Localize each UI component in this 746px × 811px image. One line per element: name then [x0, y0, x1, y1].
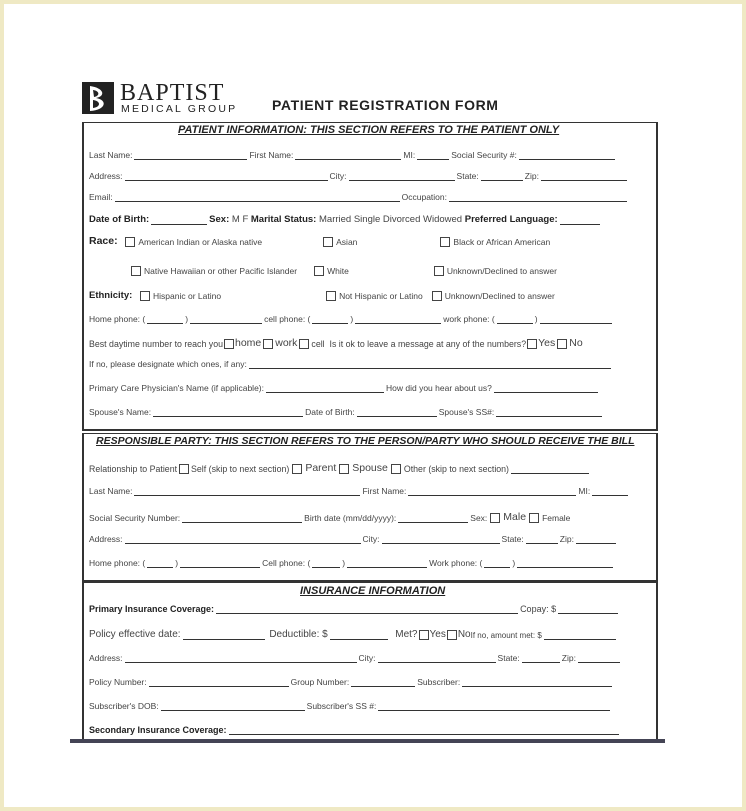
home-phone-field[interactable] [190, 314, 262, 324]
responsible-address-row [89, 534, 618, 544]
cell-label: cell [311, 339, 325, 349]
cell-phone-area-field[interactable] [312, 314, 348, 324]
designate-field[interactable] [249, 359, 611, 369]
paren: ) [512, 558, 516, 568]
yes-label: Yes [538, 337, 556, 349]
city-label: City: [362, 534, 380, 544]
bottom-divider [70, 739, 665, 743]
address-field[interactable] [125, 534, 361, 544]
work-checkbox[interactable] [263, 339, 273, 349]
subscriber-dob-row [89, 701, 612, 711]
copay-label: Copay: $ [520, 604, 557, 614]
spouse-name-label: Spouse's Name: [89, 407, 152, 417]
mi-field[interactable] [417, 150, 449, 160]
leave-message-label: Is it ok to leave a message at any of the numbers? [329, 339, 527, 349]
home-phone-label: Home phone: ( [89, 314, 146, 324]
spouse-ss-field[interactable] [496, 407, 602, 417]
paren: ) [534, 314, 538, 324]
city-field[interactable] [382, 534, 500, 544]
policy-effective-row [89, 629, 618, 640]
self-checkbox[interactable] [179, 464, 189, 474]
male-checkbox[interactable] [490, 513, 500, 523]
primary-insurance-label: Primary Insurance Coverage: [89, 604, 215, 614]
deductible-label: Deductible: $ [269, 629, 328, 640]
policy-number-field[interactable] [149, 677, 289, 687]
state-label: State: [456, 171, 479, 181]
race-row-2 [128, 266, 557, 276]
pcp-field[interactable] [266, 383, 384, 393]
home-label: home [234, 337, 262, 349]
subscriber-dob-label: Subscriber's DOB: [89, 701, 159, 711]
marital-label: Marital Status: [250, 214, 317, 225]
work-phone-field[interactable] [517, 558, 613, 568]
leave-message-yes-checkbox[interactable] [527, 339, 537, 349]
race-option-label: White [327, 266, 349, 276]
race-label: Race: [89, 235, 118, 247]
address-label: Address: [89, 534, 123, 544]
language-label: Preferred Language: [464, 214, 558, 225]
email-field[interactable] [115, 192, 400, 202]
sex-label: Sex: [470, 513, 488, 523]
zip-field[interactable] [541, 171, 627, 181]
best-time-label: Best daytime number to reach you [89, 339, 223, 349]
patient-section-heading: PATIENT INFORMATION: THIS SECTION REFERS TO THE PATIENT ONLY [178, 124, 560, 136]
patient-name-row [89, 150, 617, 160]
secondary-insurance-row [89, 725, 621, 735]
pcp-label: Primary Care Physician's Name (if applicable): [89, 383, 264, 393]
secondary-insurance-field[interactable] [229, 725, 619, 735]
ethnicity-checkbox-unknown[interactable] [432, 291, 442, 301]
city-label: City: [329, 171, 347, 181]
spouse-dob-field[interactable] [357, 407, 437, 417]
home-phone-area-field[interactable] [147, 558, 173, 568]
address-field[interactable] [125, 653, 357, 663]
policy-effective-label: Policy effective date: [89, 629, 181, 640]
cell-checkbox[interactable] [299, 339, 309, 349]
work-label: work [275, 337, 298, 349]
yes-label: Yes [429, 629, 446, 640]
work-phone-label: Work phone: ( [429, 558, 483, 568]
state-label: State: [501, 534, 524, 544]
responsible-name-row [89, 486, 630, 496]
last-name-label: Last Name: [89, 486, 133, 496]
ssn-label: Social Security Number: [89, 513, 181, 523]
mi-field[interactable] [592, 486, 628, 496]
ssn-field[interactable] [182, 513, 302, 523]
language-field[interactable] [560, 215, 600, 225]
amount-met-label: If no, amount met: $ [470, 631, 542, 640]
female-checkbox[interactable] [529, 513, 539, 523]
brand-subtitle: MEDICAL GROUP [121, 103, 238, 115]
cell-phone-field[interactable] [347, 558, 427, 568]
address-field[interactable] [125, 171, 328, 181]
policy-number-row [89, 677, 614, 687]
first-name-label: First Name: [362, 486, 407, 496]
home-phone-label: Home phone: ( [89, 558, 146, 568]
cell-phone-label: cell phone: ( [264, 314, 311, 324]
female-label: Female [542, 513, 571, 523]
state-field[interactable] [526, 534, 558, 544]
designate-row [89, 359, 613, 369]
ethnicity-option-label: Unknown/Declined to answer [444, 291, 555, 301]
occupation-field[interactable] [449, 192, 627, 202]
primary-insurance-row [89, 604, 620, 614]
deductible-field[interactable] [330, 630, 388, 640]
spouse-label: Spouse [352, 462, 388, 474]
relationship-row [89, 462, 591, 474]
address-label: Address: [89, 171, 123, 181]
birth-date-label: Birth date (mm/dd/yyyy): [304, 513, 397, 523]
race-checkbox-american-indian[interactable] [125, 237, 135, 247]
work-phone-label: work phone: ( [443, 314, 495, 324]
no-label: No [457, 629, 471, 640]
last-name-label: Last Name: [89, 150, 133, 160]
race-option-label: Unknown/Declined to answer [446, 266, 557, 276]
home-checkbox[interactable] [224, 339, 234, 349]
ethnicity-option-label: Hispanic or Latino [153, 291, 222, 301]
ethnicity-label: Ethnicity: [89, 290, 133, 301]
paren: ) [175, 558, 179, 568]
cell-phone-field[interactable] [355, 314, 441, 324]
birth-date-field[interactable] [398, 513, 468, 523]
met-no-checkbox[interactable] [447, 630, 457, 640]
baptist-logo-icon [82, 82, 114, 114]
other-field[interactable] [511, 464, 589, 474]
designate-label: If no, please designate which ones, if any: [89, 359, 247, 369]
ethnicity-checkbox-not-hispanic[interactable] [326, 291, 336, 301]
insurance-section-heading: INSURANCE INFORMATION [300, 585, 446, 597]
last-name-field[interactable] [134, 150, 247, 160]
paren: ) [185, 314, 189, 324]
zip-label: Zip: [559, 534, 574, 544]
spouse-row [89, 407, 604, 417]
pcp-row [89, 383, 600, 393]
subscriber-ss-field[interactable] [378, 701, 610, 711]
state-label: State: [497, 653, 520, 663]
responsible-ssn-row [89, 511, 570, 523]
group-number-label: Group Number: [290, 677, 350, 687]
first-name-field[interactable] [408, 486, 576, 496]
no-label: No [569, 337, 583, 349]
hear-label: How did you hear about us? [386, 383, 492, 393]
work-phone-field[interactable] [540, 314, 612, 324]
race-checkbox-native-hawaiian[interactable] [131, 266, 141, 276]
spouse-checkbox[interactable] [339, 464, 349, 474]
cell-phone-area-field[interactable] [312, 558, 340, 568]
met-yes-checkbox[interactable] [419, 630, 429, 640]
email-label: Email: [89, 192, 113, 202]
hear-field[interactable] [494, 383, 598, 393]
spouse-name-field[interactable] [153, 407, 303, 417]
ethnicity-checkbox-hispanic[interactable] [140, 291, 150, 301]
group-number-field[interactable] [351, 677, 415, 687]
race-row-1 [89, 235, 550, 247]
home-phone-area-field[interactable] [147, 314, 183, 324]
parent-checkbox[interactable] [292, 464, 302, 474]
race-checkbox-unknown[interactable] [434, 266, 444, 276]
policy-number-label: Policy Number: [89, 677, 147, 687]
last-name-field[interactable] [134, 486, 360, 496]
form-title: PATIENT REGISTRATION FORM [272, 97, 499, 113]
race-option-label: Native Hawaiian or other Pacific Islander [144, 266, 298, 276]
state-field[interactable] [481, 171, 523, 181]
subscriber-label: Subscriber: [417, 677, 461, 687]
dob-field[interactable] [151, 215, 207, 225]
primary-insurance-field[interactable] [216, 604, 518, 614]
sex-label: Sex: [209, 214, 230, 225]
city-label: City: [358, 653, 376, 663]
ssn-label: Social Security #: [451, 150, 517, 160]
race-option-label: American Indian or Alaska native [138, 237, 263, 247]
other-checkbox[interactable] [391, 464, 401, 474]
patient-phone-row [89, 314, 614, 324]
patient-dob-row [89, 214, 602, 225]
subscriber-dob-field[interactable] [161, 701, 305, 711]
amount-met-field[interactable] [544, 630, 616, 640]
zip-field[interactable] [578, 653, 620, 663]
ethnicity-row [89, 290, 555, 301]
responsible-section-heading: RESPONSIBLE PARTY: THIS SECTION REFERS TO THE PERSON/PARTY WHO SHOULD RECEIVE THE BILL [96, 435, 635, 447]
race-option-label: Asian [336, 237, 358, 247]
sex-options[interactable]: M F [231, 214, 249, 225]
work-phone-area-field[interactable] [497, 314, 533, 324]
mi-label: MI: [578, 486, 591, 496]
subscriber-field[interactable] [462, 677, 612, 687]
patient-address-row [89, 171, 629, 181]
race-checkbox-black[interactable] [440, 237, 450, 247]
zip-label: Zip: [561, 653, 576, 663]
best-time-row [89, 337, 583, 349]
parent-label: Parent [305, 462, 337, 474]
spouse-dob-label: Date of Birth: [305, 407, 355, 417]
race-checkbox-asian[interactable] [323, 237, 333, 247]
secondary-insurance-label: Secondary Insurance Coverage: [89, 725, 227, 735]
dob-label: Date of Birth: [89, 214, 150, 225]
city-field[interactable] [378, 653, 496, 663]
marital-options[interactable]: Married Single Divorced Widowed [319, 214, 463, 225]
work-phone-area-field[interactable] [484, 558, 510, 568]
state-field[interactable] [522, 653, 560, 663]
home-phone-field[interactable] [180, 558, 260, 568]
first-name-field[interactable] [295, 150, 401, 160]
zip-label: Zip: [524, 171, 539, 181]
responsible-phone-row [89, 558, 615, 568]
spouse-ss-label: Spouse's SS#: [438, 407, 495, 417]
race-checkbox-white[interactable] [314, 266, 324, 276]
occupation-label: Occupation: [401, 192, 447, 202]
insurance-address-row [89, 653, 622, 663]
city-field[interactable] [349, 171, 455, 181]
cell-phone-label: Cell phone: ( [262, 558, 311, 568]
first-name-label: First Name: [249, 150, 294, 160]
mi-label: MI: [403, 150, 416, 160]
policy-effective-field[interactable] [183, 630, 265, 640]
race-option-label: Black or African American [453, 237, 551, 247]
leave-message-no-checkbox[interactable] [557, 339, 567, 349]
patient-email-row [89, 192, 629, 202]
other-label: Other (skip to next section) [403, 464, 509, 474]
met-label: Met? [395, 629, 418, 640]
relationship-label: Relationship to Patient [89, 464, 178, 474]
ssn-field[interactable] [519, 150, 615, 160]
male-label: Male [503, 511, 527, 523]
address-label: Address: [89, 653, 123, 663]
copay-field[interactable] [558, 604, 618, 614]
paren: ) [342, 558, 346, 568]
subscriber-ss-label: Subscriber's SS #: [306, 701, 377, 711]
paren: ) [350, 314, 354, 324]
self-label: Self (skip to next section) [191, 464, 290, 474]
ethnicity-option-label: Not Hispanic or Latino [339, 291, 423, 301]
zip-field[interactable] [576, 534, 616, 544]
brand-name: BAPTIST [120, 80, 225, 106]
